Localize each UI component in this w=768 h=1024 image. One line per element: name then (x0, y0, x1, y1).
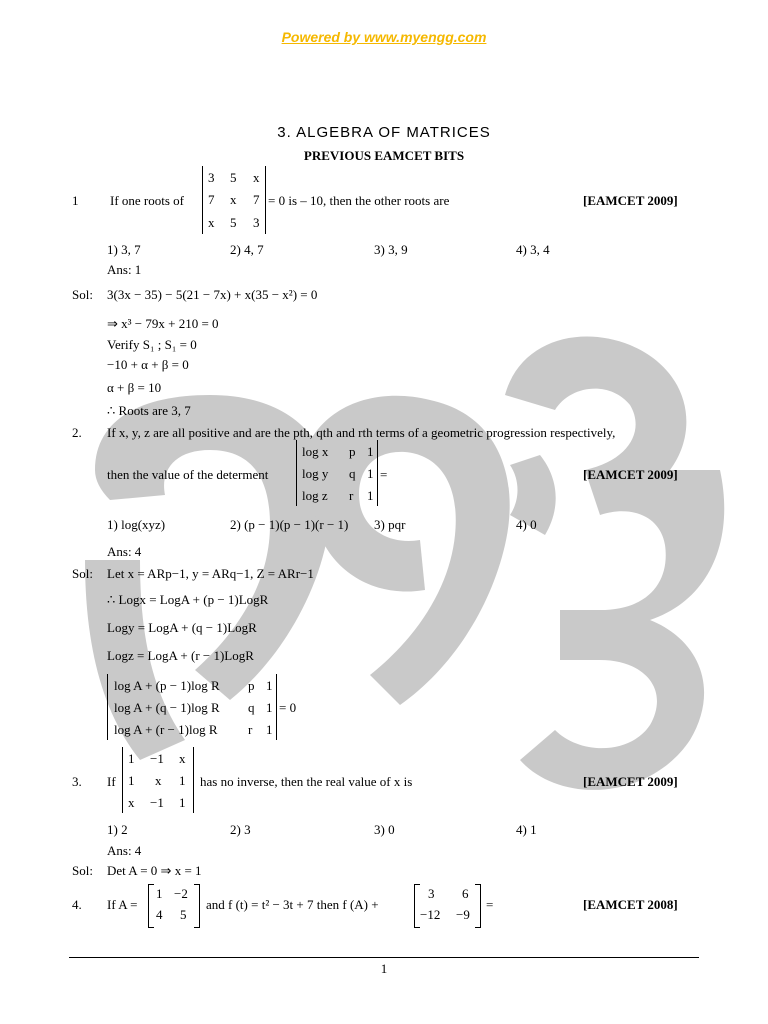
q2-d-cell: 1 (266, 722, 273, 737)
chapter-title: 3. ALGEBRA OF MATRICES (277, 124, 491, 141)
q1-m-cell: x (230, 192, 237, 207)
q3-option-3: 3) 0 (374, 822, 395, 837)
q2-d-cell: p (248, 678, 255, 693)
page-number: 1 (380, 961, 388, 976)
q2-d-cell: r (248, 722, 253, 737)
q4-a-cell: 5 (180, 907, 187, 922)
q2-option-2: 2) (p − 1)(p − 1)(r − 1) (230, 517, 349, 532)
q3-option-4: 4) 1 (516, 822, 537, 837)
q4-b-cell: −9 (456, 907, 470, 922)
q3-number: 3. (72, 774, 82, 789)
q4-b-cell: 6 (462, 886, 469, 901)
watermark-glyph-right (505, 337, 724, 790)
q2-sol-label: Sol: (72, 566, 93, 581)
q4-end-text: = (486, 897, 494, 912)
q1-sol-line: Verify S₁ ; S₁ = 0 (107, 337, 197, 352)
q1-sol-line: 3(3x − 35) − 5(21 − 7x) + x(35 − x²) = 0 (107, 287, 318, 302)
q1-determinant (202, 166, 266, 234)
q2-solution-determinant (107, 674, 277, 740)
q3-m-cell: x (155, 773, 162, 788)
q1-answer: Ans: 1 (107, 262, 142, 277)
q2-d-cell: log A + (p − 1)log R (114, 678, 220, 693)
q4-if-text: If A = (107, 897, 138, 912)
q4-a-cell: 4 (156, 907, 163, 922)
q2-option-3: 3) pqr (374, 517, 406, 532)
q1-m-cell: 5 (230, 170, 237, 185)
q2-d-cell: log A + (q − 1)log R (114, 700, 220, 715)
q1-sol-line: −10 + α + β = 0 (107, 357, 189, 372)
q3-m-cell: −1 (150, 751, 164, 766)
q3-option-1: 1) 2 (107, 822, 128, 837)
q2-sol-line: Logy = LogA + (q − 1)LogR (107, 620, 257, 635)
q1-m-cell: 7 (208, 192, 215, 207)
q2-d-cell: q (248, 700, 255, 715)
q2-sol-line: Let x = ARp−1, y = ARq−1, Z = ARr−1 (107, 566, 314, 581)
q2-m-cell: 1 (367, 466, 374, 481)
q2-line1: If x, y, z are all positive and are the pth, qth and rth terms of a geometric progression respectively, (107, 425, 616, 440)
q3-option-2: 2) 3 (230, 822, 251, 837)
q2-m-cell: log z (302, 488, 328, 503)
q2-determinant (296, 440, 378, 506)
q4-matrix-b-bracket-right (475, 884, 481, 928)
q1-option-3: 3) 3, 9 (374, 242, 408, 257)
q3-sol-line: Det A = 0 ⇒ x = 1 (107, 863, 202, 878)
q4-number: 4. (72, 897, 82, 912)
q2-m-cell: q (349, 466, 356, 481)
q2-answer: Ans: 4 (107, 544, 142, 559)
q2-text-after: = (380, 467, 388, 482)
q1-m-cell: x (208, 215, 215, 230)
q2-d-cell: 1 (266, 678, 273, 693)
q4-reference: [EAMCET 2008] (583, 897, 678, 912)
q3-m-cell: 1 (128, 751, 135, 766)
q2-m-cell: r (349, 488, 354, 503)
q3-sol-label: Sol: (72, 863, 93, 878)
q3-m-cell: 1 (179, 773, 186, 788)
q1-m-cell: 5 (230, 215, 237, 230)
q2-number: 2. (72, 425, 82, 440)
q2-m-cell: 1 (367, 444, 374, 459)
q3-m-cell: x (128, 795, 135, 810)
section-subtitle: PREVIOUS EAMCET BITS (303, 148, 465, 163)
q3-text-before: If (107, 774, 116, 789)
q2-text-before: then the value of the determent (107, 467, 269, 482)
q1-m-cell: 7 (253, 192, 260, 207)
q1-text-before: If one roots of (110, 193, 185, 208)
q2-m-cell: log y (302, 466, 329, 481)
q1-sol-label: Sol: (72, 287, 93, 302)
q1-reference: [EAMCET 2009] (583, 193, 678, 208)
q4-mid-text: and f (t) = t² − 3t + 7 then f (A) + (206, 897, 379, 912)
q1-option-2: 2) 4, 7 (230, 242, 264, 257)
q1-sol-line: ∴ Roots are 3, 7 (107, 403, 191, 418)
q3-m-cell: −1 (150, 795, 164, 810)
q1-text-after: = 0 is – 10, then the other roots are (268, 193, 450, 208)
q1-sol-line: ⇒ x³ − 79x + 210 = 0 (107, 316, 219, 331)
q4-b-cell: 3 (428, 886, 435, 901)
q2-m-cell: 1 (367, 488, 374, 503)
q1-number: 1 (72, 193, 79, 208)
powered-by-link[interactable]: Powered by www.myengg.com (281, 29, 487, 45)
q2-det-equals: = 0 (279, 700, 297, 715)
q3-determinant (122, 747, 194, 813)
q2-d-cell: 1 (266, 700, 273, 715)
q3-m-cell: x (179, 751, 186, 766)
q4-a-cell: −2 (174, 886, 188, 901)
q1-m-cell: 3 (208, 170, 215, 185)
q2-reference: [EAMCET 2009] (583, 467, 678, 482)
q3-m-cell: 1 (128, 773, 135, 788)
q2-option-4: 4) 0 (516, 517, 537, 532)
q3-reference: [EAMCET 2009] (583, 774, 678, 789)
q2-option-1: 1) log(xyz) (107, 517, 166, 532)
q3-text-after: has no inverse, then the real value of x is (200, 774, 413, 789)
q4-a-cell: 1 (156, 886, 163, 901)
q3-m-cell: 1 (179, 795, 186, 810)
q2-sol-line: Logz = LogA + (r − 1)LogR (107, 648, 254, 663)
q1-option-4: 4) 3, 4 (516, 242, 550, 257)
q1-option-1: 1) 3, 7 (107, 242, 141, 257)
q4-b-cell: −12 (420, 907, 441, 922)
q3-answer: Ans: 4 (107, 843, 142, 858)
footer-divider (69, 957, 699, 958)
q2-m-cell: log x (302, 444, 329, 459)
q1-m-cell: x (253, 170, 260, 185)
q1-m-cell: 3 (253, 215, 260, 230)
q2-sol-line: ∴ Logx = LogA + (p − 1)LogR (107, 592, 269, 607)
q2-d-cell: log A + (r − 1)log R (114, 722, 218, 737)
q1-sol-line: α + β = 10 (107, 380, 162, 395)
q4-matrix-a-bracket-right (194, 884, 200, 928)
q4-matrix-a-bracket-left (148, 884, 154, 928)
q2-m-cell: p (349, 444, 356, 459)
